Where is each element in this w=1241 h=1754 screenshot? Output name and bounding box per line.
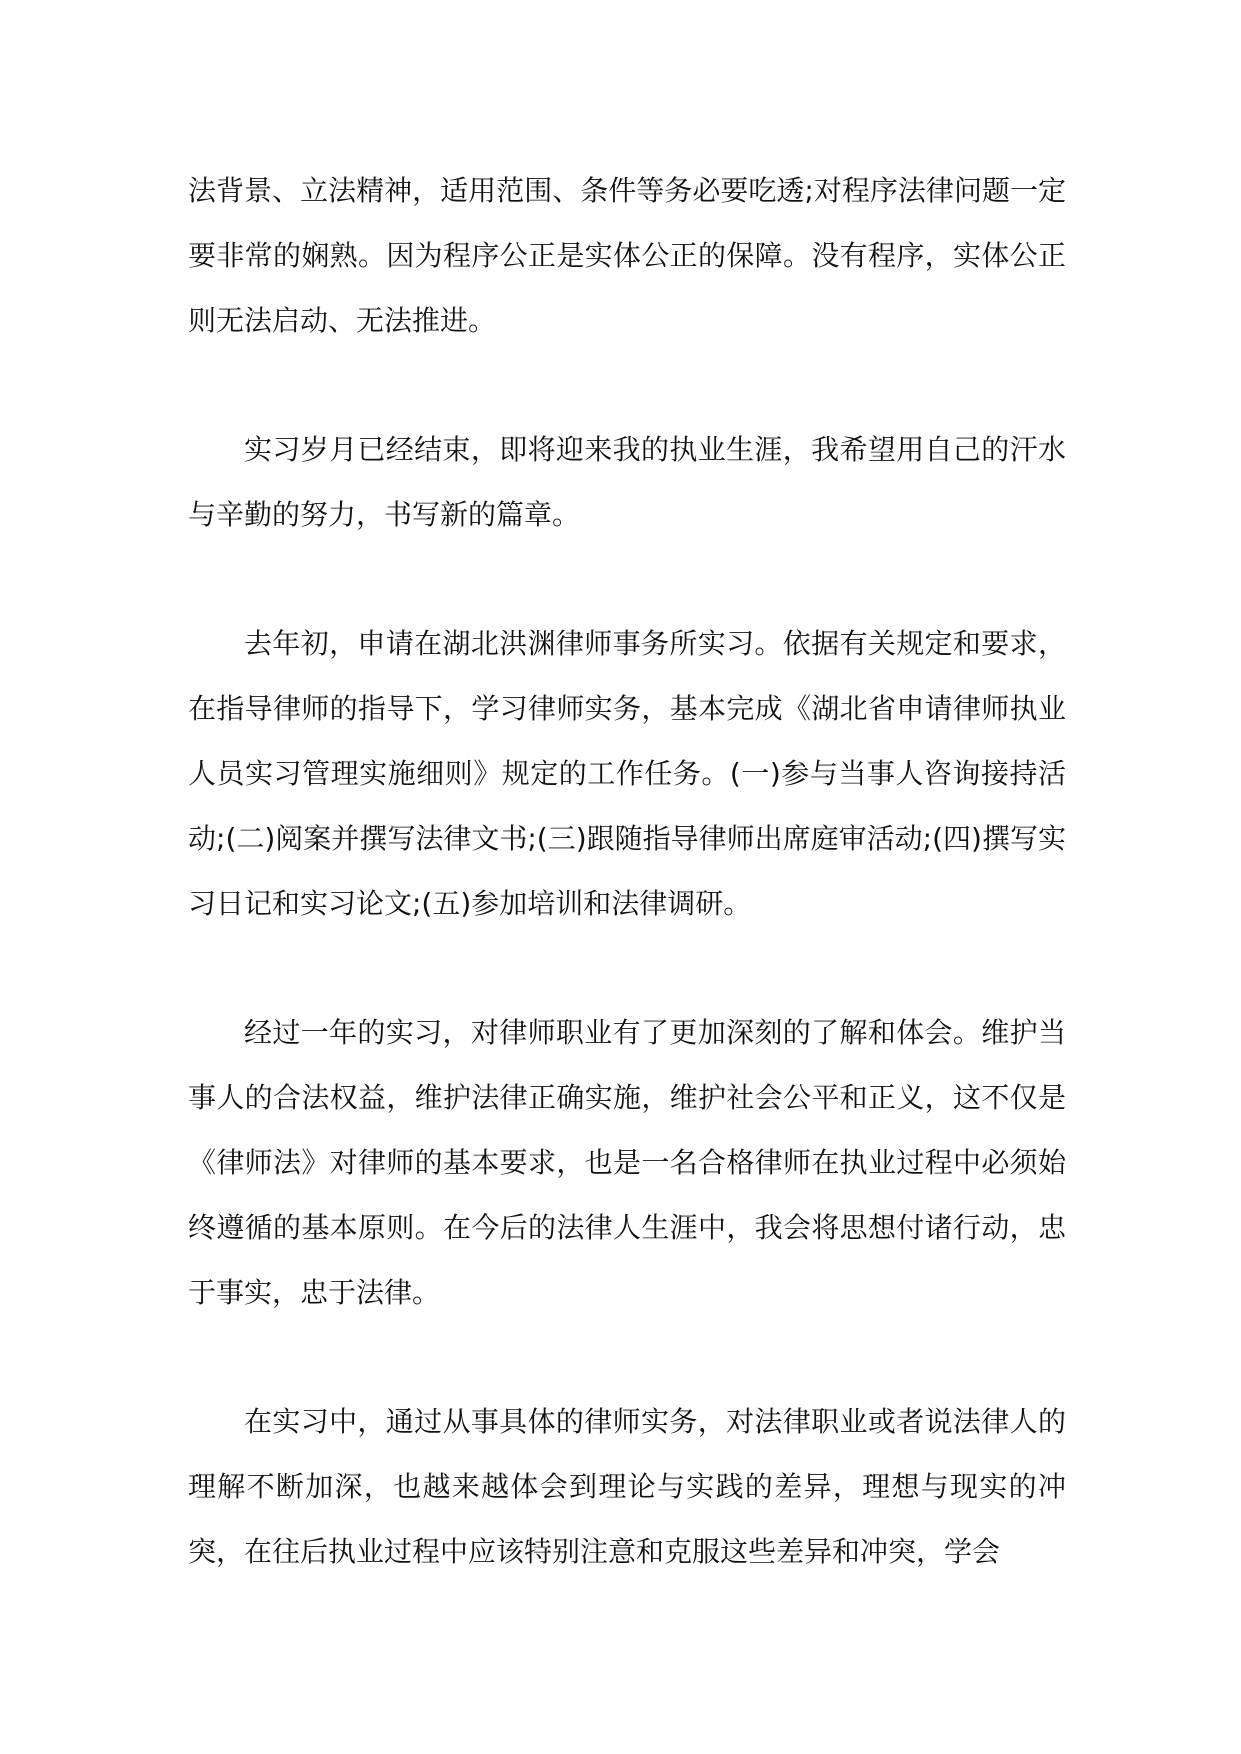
- paragraph-3: 去年初，申请在湖北洪渊律师事务所实习。依据有关规定和要求，在指导律师的指导下，学习律师实务，基本完成《湖北省申请律师执业人员实习管理实施细则》规定的工作任务。(一)参与当事人咨询接持活动;(二)阅案并撰写法律文书;(三)跟随指导律师出席庭审活动;(四)撰写实习日记和实习论文;(五)参加培训和法律调研。: [188, 627, 1066, 920]
- paragraph-2: 实习岁月已经结束，即将迎来我的执业生涯，我希望用自己的汗水与辛勤的努力，书写新的篇章。: [188, 433, 1066, 531]
- paragraph-5: 在实习中，通过从事具体的律师实务，对法律职业或者说法律人的理解不断加深，也越来越体会到理论与实践的差异，理想与现实的冲突，在往后执业过程中应该特别注意和克服这些差异和冲突，学会: [188, 1405, 1066, 1568]
- paragraph-4: 经过一年的实习，对律师职业有了更加深刻的了解和体会。维护当事人的合法权益，维护法律正确实施，维护社会公平和正义，这不仅是《律师法》对律师的基本要求，也是一名合格律师在执业过程中必须始终遵循的基本原则。在今后的法律人生涯中，我会将思想付诸行动，忠于事实，忠于法律。: [188, 1016, 1066, 1309]
- paragraph-1: 法背景、立法精神，适用范围、条件等务必要吃透;对程序法律问题一定要非常的娴熟。因为程序公正是实体公正的保障。没有程序，实体公正则无法启动、无法推进。: [188, 174, 1066, 337]
- document-body: [188, 158, 1066, 1584]
